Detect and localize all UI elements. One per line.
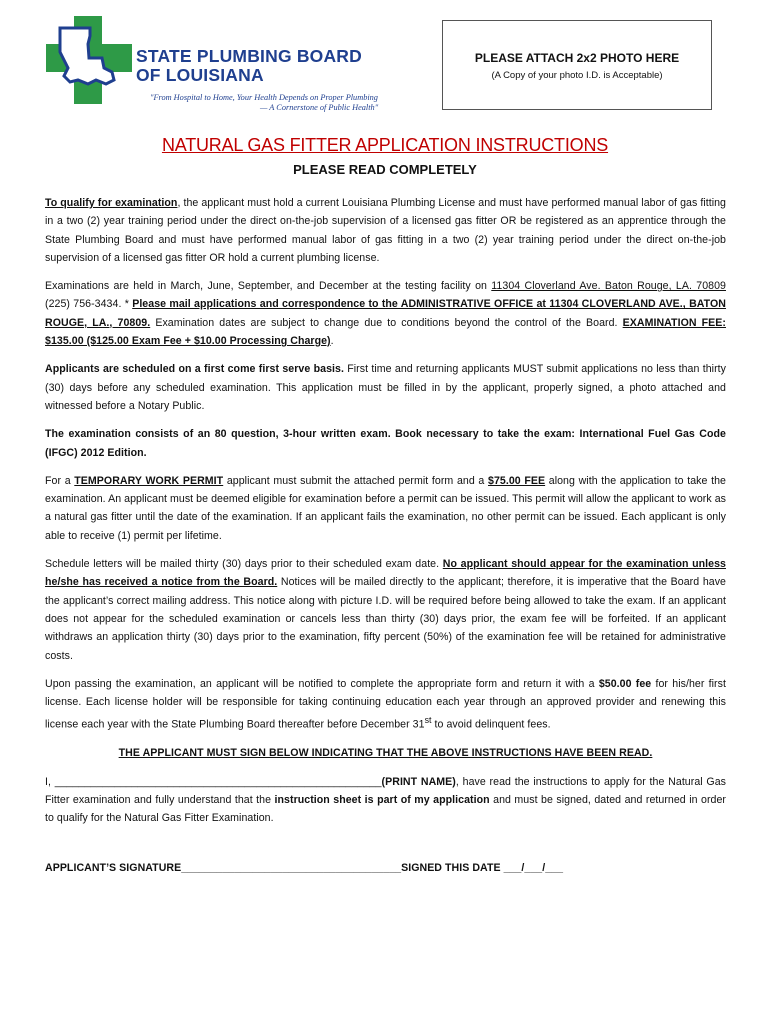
temporary-work-permit: TEMPORARY WORK PERMIT [74,474,224,487]
license-text-1: Upon passing the examination, an applicant will be notified to complete the appropriate form and return it with a [45,677,599,690]
schedule-letters-paragraph [45,555,726,665]
signature-row [45,859,726,877]
license-fee: $50.00 fee [598,677,652,690]
print-name-label: (PRINT NAME) [381,775,456,788]
qualification-paragraph [45,194,726,267]
mail-instructions: Please mail applications and correspondence to the ADMINISTRATIVE OFFICE at 11304 CLOVERLAND AVE., BATON ROUGE, LA., 70809. [45,298,727,329]
permit-text-1: For a [45,474,75,487]
signed-date-field[interactable]: ___/___/___ [503,862,564,875]
permit-text-2: applicant must submit the attached permit form and a [223,474,489,487]
page-title: NATURAL GAS FITTER APPLICATION INSTRUCTIONS [161,135,609,155]
print-name-field[interactable]: _______________________________________________________ [54,775,382,788]
ack-text-3: and must be signed, dated and returned in order to qualify for the Natural Gas Fitter Examination. [45,793,726,825]
schedule-text-1: Examinations are held in March, June, September, and December at the testing facility on [45,280,492,293]
license-text-2: for his/her first license. Each license holder will be responsible for taking continuing education each year through an approved provider and renewing this license each year with the State Plumbing Board thereafter before December 31 [45,677,726,731]
permit-text-3: along with the application to take the examination. An applicant must be deemed eligible for examination before a permit can be issued. This permit will allow the applicant to work as a natural gas fitter until the date of the examination. If an applicant fails the examination, no other permit can be issued. Each applicant is only able to receive (1) permit per lifetime. [45,474,726,542]
logo-name-line1: STATE PLUMBING BOARD [136,46,362,66]
qualification-lead: To qualify for examination [45,197,178,209]
letters-text-2: Notices will be mailed directly to the applicant; therefore, it is imperative that the Board have the applicant’s correct mailing address. This notice along with picture I.D. will be required before being allowed to take the exam. If an applicant does not appear for the scheduled examination or cancels less than thirty (30) days prior, the exam fee will be forfeited. If an applicant withdraws an application thirty (30) days prior to the examination, fifty percent (50%) of the examination fee will be retained for administrative costs. [45,576,727,662]
photo-box-title: PLEASE ATTACH 2x2 PHOTO HERE [474,51,680,65]
ack-text-1: I, [45,775,55,788]
qualification-text: , the applicant must hold a current Louisiana Plumbing License and must have performed manual labor of gas fitting in a two (2) year training period under the direct on-the-job supervision of a licensed gas fitter OR be registered as an apprentice through the State Plumbing Board and must have performed manual labor of gas fitting in a two (2) year training period under the direct on-the-job supervision of a licensed gas fitter OR hold a current plumbing license. [45,197,726,264]
schedule-phone: (225) 756-3434. * [45,298,133,311]
notice-requirement: No applicant should appear for the examination unless he/she has received a notice from the Board. [45,558,726,589]
ack-text-2: , have read the instructions to apply for the Natural Gas Fitter examination and fully understand that the [45,775,727,806]
louisiana-cross-emblem [44,14,134,106]
instructions-body [45,194,726,888]
logo-tagline-cont: — A Cornerstone of Public Health" [260,103,379,112]
logo-name-line2: OF LOUISIANA [136,65,264,85]
examination-fee: EXAMINATION FEE: $135.00 ($125.00 Exam Fee + $10.00 Processing Charge) [45,316,726,348]
scheduling-lead: Applicants are scheduled on a first come first serve basis. [45,363,344,376]
permit-fee: $75.00 FEE [488,474,546,487]
photo-attach-box[interactable] [442,20,712,110]
board-logo [44,14,384,114]
signed-date-label: SIGNED THIS DATE [401,862,504,875]
scheduling-text: First time and returning applicants MUST submit applications no less than thirty (30) days before any scheduled examination. This application must be filled in by the applicant, properly signed, a photo attached and witnessed before a Notary Public. [45,363,726,412]
signature-label: APPLICANT’S SIGNATURE [45,862,182,875]
ordinal-suffix: st [424,715,432,726]
logo-tagline: "From Hospital to Home, Your Health Depends on Proper Plumbing [150,93,378,102]
letters-text-1: Schedule letters will be mailed thirty (30) days prior to their scheduled exam date. [45,558,443,571]
license-text-3: to avoid delinquent fees. [431,718,551,731]
signature-field[interactable]: _____________________________________ [181,862,402,875]
exam-format-paragraph: The examination consists of an 80 question, 3-hour written exam. Book necessary to take the exam: International Fuel Gas Code (IFGC) 2012 Edition. [45,428,726,459]
acknowledgement-paragraph [45,773,726,828]
photo-box-subtitle: (A Copy of your photo I.D. is Acceptable) [491,70,663,81]
scheduling-paragraph [45,360,726,415]
temporary-permit-paragraph [45,472,726,545]
schedule-period: . [330,335,334,348]
page-subtitle: PLEASE READ COMPLETELY [293,162,477,177]
testing-facility-address: 11304 Cloverland Ave. Baton Rouge, LA. 70809 [491,280,726,293]
ack-bold-text: instruction sheet is part of my application [274,793,490,806]
sign-notice-heading: THE APPLICANT MUST SIGN BELOW INDICATING THAT THE ABOVE INSTRUCTIONS HAVE BEEN READ. [118,747,653,760]
examination-schedule-paragraph [45,277,726,350]
license-paragraph [45,675,726,734]
schedule-text-3: Examination dates are subject to change due to conditions beyond the control of the Board. [150,316,623,329]
